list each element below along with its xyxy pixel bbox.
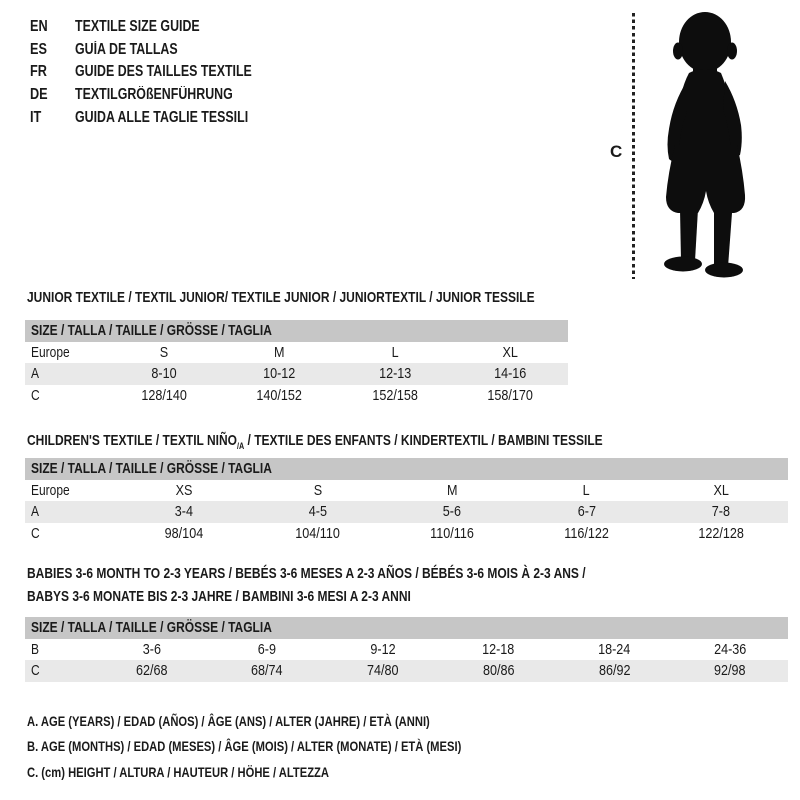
- value-cell: [222, 363, 337, 385]
- size-header-label: SIZE / TALLA / TAILLE / GRÖSSE / TAGLIA: [31, 619, 272, 637]
- value-cell: [251, 523, 385, 545]
- cell-text: 116/122: [564, 524, 609, 542]
- row-label-cell: [25, 363, 106, 385]
- row-label-cell: [25, 639, 94, 661]
- cell-text: 3-4: [174, 503, 193, 521]
- table-row-b: [25, 639, 788, 661]
- junior-size-table: [25, 320, 568, 406]
- cell-text: 140/152: [256, 386, 303, 404]
- value-cell: [106, 385, 221, 407]
- guide-title: TEXTILE SIZE GUIDE: [75, 18, 200, 36]
- cell-text: Europe: [31, 481, 70, 499]
- guide-title: GUIDE DES TAILLES TEXTILE: [75, 63, 252, 81]
- cell-text: 7-8: [711, 503, 730, 521]
- value-cell: [222, 342, 337, 364]
- cell-text: B: [31, 640, 40, 658]
- footnote-a: [27, 708, 570, 734]
- cell-text: 14-16: [494, 365, 527, 383]
- language-row-de: [30, 84, 296, 107]
- value-cell: [209, 660, 325, 682]
- value-cell: [441, 639, 557, 661]
- value-cell: [672, 639, 788, 661]
- babies-title-line2: BABYS 3-6 MONATE BIS 2-3 JAHRE / BAMBINI 3-6 MESI A 2-3 ANNI: [27, 588, 411, 605]
- cell-text: L: [583, 481, 591, 499]
- value-cell: [453, 363, 568, 385]
- language-code: IT: [30, 108, 42, 126]
- cell-text: L: [391, 343, 399, 361]
- value-cell: [519, 480, 653, 502]
- value-cell: [441, 660, 557, 682]
- table-row-europe: [25, 342, 568, 364]
- cell-text: 10-12: [263, 365, 296, 383]
- cell-text: 110/116: [430, 524, 475, 542]
- cell-text: 86/92: [598, 662, 631, 680]
- language-row-it: [30, 106, 296, 129]
- cell-text: 98/104: [164, 524, 203, 542]
- value-cell: [654, 523, 788, 545]
- cell-text: 80/86: [482, 662, 515, 680]
- footnotes: [27, 708, 570, 785]
- children-size-table: [25, 458, 788, 544]
- value-cell: [672, 660, 788, 682]
- cell-text: 24-36: [713, 640, 747, 658]
- value-cell: [325, 639, 441, 661]
- value-cell: [557, 660, 673, 682]
- footnote-b: [27, 734, 570, 760]
- title-part: / TEXTILE DES ENFANTS / KINDERTEXTIL / BAMBINI TESSILE: [244, 432, 603, 449]
- children-section-title: [27, 429, 747, 458]
- value-cell: [222, 385, 337, 407]
- babies-section-title: [27, 562, 725, 608]
- cell-text: A: [31, 503, 40, 521]
- cell-text: 12-18: [482, 640, 515, 658]
- value-cell: [337, 363, 452, 385]
- footnote-text: C. (cm) HEIGHT / ALTURA / HAUTEUR / HÖHE / ALTEZZA: [27, 763, 329, 780]
- value-cell: [251, 501, 385, 523]
- size-header-row: [25, 458, 788, 480]
- row-label-cell: [25, 480, 117, 502]
- table-row-c: [25, 385, 568, 407]
- junior-section-title: [27, 286, 662, 309]
- children-section-title-text: [27, 429, 603, 458]
- cell-text: 6-7: [577, 503, 596, 521]
- cell-text: 104/110: [295, 524, 341, 542]
- guide-title: GUIDA ALLE TAGLIE TESSILI: [75, 108, 249, 126]
- babies-title-line1: BABIES 3-6 MONTH TO 2-3 YEARS / BEBÉS 3-6 MESES A 2-3 AÑOS / BÉBÉS 3-6 MOIS À 2-3 ANS /: [27, 565, 586, 582]
- value-cell: [94, 660, 210, 682]
- cell-text: 92/98: [714, 662, 746, 680]
- guide-title: GUÍA DE TALLAS: [75, 40, 178, 58]
- height-measure-label: C: [610, 142, 623, 161]
- babies-size-table: [25, 617, 788, 682]
- cell-text: 122/128: [698, 524, 744, 542]
- cell-text: S: [159, 343, 169, 361]
- language-code: ES: [30, 40, 47, 58]
- cell-text: 4-5: [308, 503, 328, 521]
- footnote-text: A. AGE (YEARS) / EDAD (AÑOS) / ÂGE (ANS) / ALTER (JAHRE) / ETÀ (ANNI): [27, 712, 430, 729]
- cell-text: 62/68: [135, 662, 168, 680]
- value-cell: [385, 480, 519, 502]
- cell-text: M: [274, 343, 285, 361]
- value-cell: [337, 385, 452, 407]
- size-header-row: [25, 320, 568, 342]
- value-cell: [117, 523, 251, 545]
- cell-text: 5-6: [443, 503, 462, 521]
- table-row-europe: [25, 480, 788, 502]
- table-row-a: [25, 501, 788, 523]
- size-header-label: SIZE / TALLA / TAILLE / GRÖSSE / TAGLIA: [31, 322, 272, 340]
- value-cell: [453, 385, 568, 407]
- cell-text: 74/80: [367, 662, 399, 680]
- title-subscript: /A: [236, 441, 245, 451]
- value-cell: [106, 363, 221, 385]
- baby-silhouette-icon: [645, 5, 767, 281]
- height-measure-dashed-line: [632, 13, 635, 279]
- guide-title: TEXTILGRÖßENFÜHRUNG: [75, 86, 233, 104]
- cell-text: XL: [713, 481, 729, 499]
- value-cell: [557, 639, 673, 661]
- cell-text: A: [31, 365, 40, 383]
- cell-text: 3-6: [142, 640, 161, 658]
- table-row-c: [25, 660, 788, 682]
- cell-text: Europe: [31, 343, 70, 361]
- value-cell: [106, 342, 221, 364]
- size-header-label: SIZE / TALLA / TAILLE / GRÖSSE / TAGLIA: [31, 460, 272, 478]
- table-row-a: [25, 363, 568, 385]
- row-label-cell: [25, 660, 94, 682]
- cell-text: C: [31, 662, 40, 680]
- cell-text: 9-12: [370, 640, 396, 658]
- value-cell: [117, 480, 251, 502]
- value-cell: [385, 501, 519, 523]
- language-code: DE: [30, 86, 48, 104]
- value-cell: [519, 523, 653, 545]
- value-cell: [337, 342, 452, 364]
- value-cell: [325, 660, 441, 682]
- language-code: EN: [30, 18, 48, 36]
- footnote-c: [27, 759, 570, 785]
- value-cell: [654, 480, 788, 502]
- row-label-cell: [25, 501, 117, 523]
- language-code: FR: [30, 63, 47, 81]
- cell-text: S: [313, 481, 323, 499]
- row-label-cell: [25, 523, 117, 545]
- value-cell: [385, 523, 519, 545]
- language-row-es: [30, 39, 296, 62]
- junior-section-title-text: JUNIOR TEXTILE / TEXTIL JUNIOR/ TEXTILE JUNIOR / JUNIORTEXTIL / JUNIOR TESSILE: [27, 289, 535, 306]
- cell-text: 158/170: [487, 386, 534, 404]
- cell-text: XL: [502, 343, 518, 361]
- value-cell: [453, 342, 568, 364]
- value-cell: [654, 501, 788, 523]
- value-cell: [209, 639, 325, 661]
- value-cell: [94, 639, 210, 661]
- cell-text: 18-24: [598, 640, 631, 658]
- cell-text: C: [31, 524, 40, 542]
- table-row-c: [25, 523, 788, 545]
- cell-text: 152/158: [372, 386, 418, 404]
- size-header-row: [25, 617, 788, 639]
- cell-text: 12-13: [378, 365, 411, 383]
- language-row-fr: [30, 61, 296, 84]
- cell-text: M: [447, 481, 458, 499]
- cell-text: XS: [175, 481, 193, 499]
- value-cell: [251, 480, 385, 502]
- language-row-en: [30, 16, 296, 39]
- title-part: CHILDREN'S TEXTILE / TEXTIL NIÑO: [27, 432, 237, 449]
- row-label-cell: [25, 385, 106, 407]
- language-title-list: [30, 16, 296, 129]
- cell-text: C: [31, 386, 40, 404]
- value-cell: [117, 501, 251, 523]
- cell-text: 8-10: [151, 365, 177, 383]
- value-cell: [519, 501, 653, 523]
- row-label-cell: [25, 342, 106, 364]
- cell-text: 128/140: [141, 386, 187, 404]
- cell-text: 68/74: [251, 662, 283, 680]
- footnote-text: B. AGE (MONTHS) / EDAD (MESES) / ÂGE (MOIS) / ALTER (MONATE) / ETÀ (MESI): [27, 738, 462, 755]
- cell-text: 6-9: [258, 640, 277, 658]
